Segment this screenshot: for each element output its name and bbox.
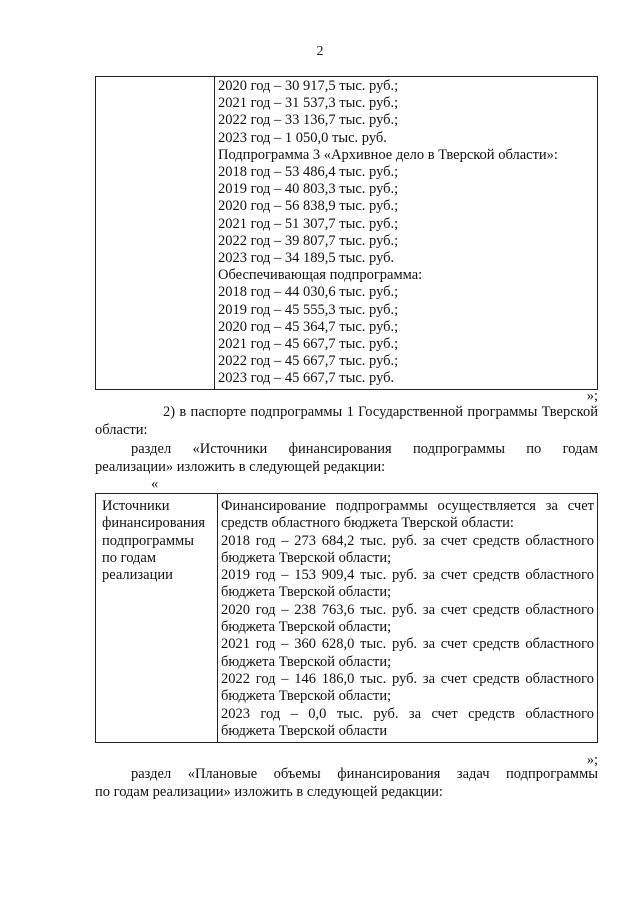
table2-line: 2018 год – 273 684,2 тыс. руб. за счет средств областного: [221, 532, 594, 549]
table2-label-line: по годам: [102, 549, 157, 566]
page-number: 2: [316, 44, 324, 59]
table1-line: 2020 год – 30 917,5 тыс. руб.;: [218, 78, 399, 94]
table1-line: 2023 год – 34 189,5 тыс. руб.: [218, 250, 395, 267]
table1-line: Обеспечивающая подпрограмма:: [218, 267, 423, 284]
paragraph-line: по годам реализации» изложить в следующей редакции:: [95, 783, 443, 800]
table2-label-line: Источники: [102, 498, 170, 514]
table2-line: 2020 год – 238 763,6 тыс. руб. за счет средств областного: [221, 601, 594, 618]
table1-line: 2020 год – 45 364,7 тыс. руб.;: [218, 318, 399, 335]
table2-line: 2021 год – 360 628,0 тыс. руб. за счет средств областного: [221, 636, 594, 653]
table2-label-line: подпрограммы: [102, 532, 194, 549]
paragraph-line: раздел «Источники финансирования подпрограммы по годам: [131, 441, 598, 457]
table2-label-cell: [96, 494, 218, 743]
table1-line: 2022 год – 45 667,7 тыс. руб.;: [218, 353, 399, 370]
funding-table-continued: [95, 76, 598, 390]
table2-line: бюджета Тверской области;: [221, 584, 392, 601]
table1-line: 2023 год – 45 667,7 тыс. руб.: [218, 370, 395, 387]
funding-sources-table: [95, 493, 598, 743]
table2-line: Финансирование подпрограммы осуществляется за счет: [221, 498, 594, 514]
paragraph-section-planned: [95, 766, 598, 801]
table1-line: 2021 год – 45 667,7 тыс. руб.;: [218, 336, 399, 353]
table2-label-line: финансирования: [102, 515, 206, 532]
table1-line: 2018 год – 53 486,4 тыс. руб.;: [218, 164, 399, 181]
opening-quote-mark: «: [151, 476, 159, 492]
table2-label-line: реализации: [102, 567, 173, 584]
table1-line: 2021 год – 31 537,3 тыс. руб.;: [218, 95, 399, 112]
table1-left-cell: [96, 77, 215, 390]
table2-line: 2019 год – 153 909,4 тыс. руб. за счет средств областного: [221, 567, 594, 584]
table1-line: 2022 год – 39 807,7 тыс. руб.;: [218, 232, 399, 249]
table1-line: 2021 год – 51 307,7 тыс. руб.;: [218, 215, 399, 232]
table1-line: 2019 год – 40 803,3 тыс. руб.;: [218, 181, 399, 198]
table1-line: 2018 год – 44 030,6 тыс. руб.;: [218, 284, 399, 301]
table2-line: 2022 год – 146 186,0 тыс. руб. за счет средств областного: [221, 670, 594, 687]
table2-line: 2023 год – 0,0 тыс. руб. за счет средств областного: [221, 705, 594, 722]
table2-line: средств областного бюджета Тверской области:: [221, 515, 514, 532]
paragraph-item-2: [95, 404, 598, 439]
paragraph-section-sources: [95, 441, 598, 476]
table1-line: 2023 год – 1 050,0 тыс. руб.: [218, 129, 387, 146]
table1-line: 2022 год – 33 136,7 тыс. руб.;: [218, 112, 399, 129]
table2-line: бюджета Тверской области;: [221, 549, 392, 566]
table2-content-cell: [218, 494, 598, 743]
paragraph-line: области:: [95, 421, 148, 438]
table2-line: бюджета Тверской области: [221, 722, 388, 739]
table1-line: Подпрограмма 3 «Архивное дело в Тверской области»:: [218, 146, 558, 163]
closing-quote-mark: »;: [586, 388, 598, 404]
paragraph-line: 2) в паспорте подпрограммы 1 Государственной программы Тверской: [163, 404, 598, 420]
paragraph-line: раздел «Плановые объемы финансирования задач подпрограммы: [131, 766, 598, 782]
table1-line: 2019 год – 45 555,3 тыс. руб.;: [218, 301, 399, 318]
paragraph-line: реализации» изложить в следующей редакции:: [95, 458, 386, 475]
table1-line: 2020 год – 56 838,9 тыс. руб.;: [218, 198, 399, 215]
closing-quote-mark: »;: [586, 752, 598, 768]
table2-line: бюджета Тверской области;: [221, 688, 392, 705]
table2-line: бюджета Тверской области;: [221, 619, 392, 636]
table2-line: бюджета Тверской области;: [221, 653, 392, 670]
table1-right-cell: [215, 77, 598, 390]
